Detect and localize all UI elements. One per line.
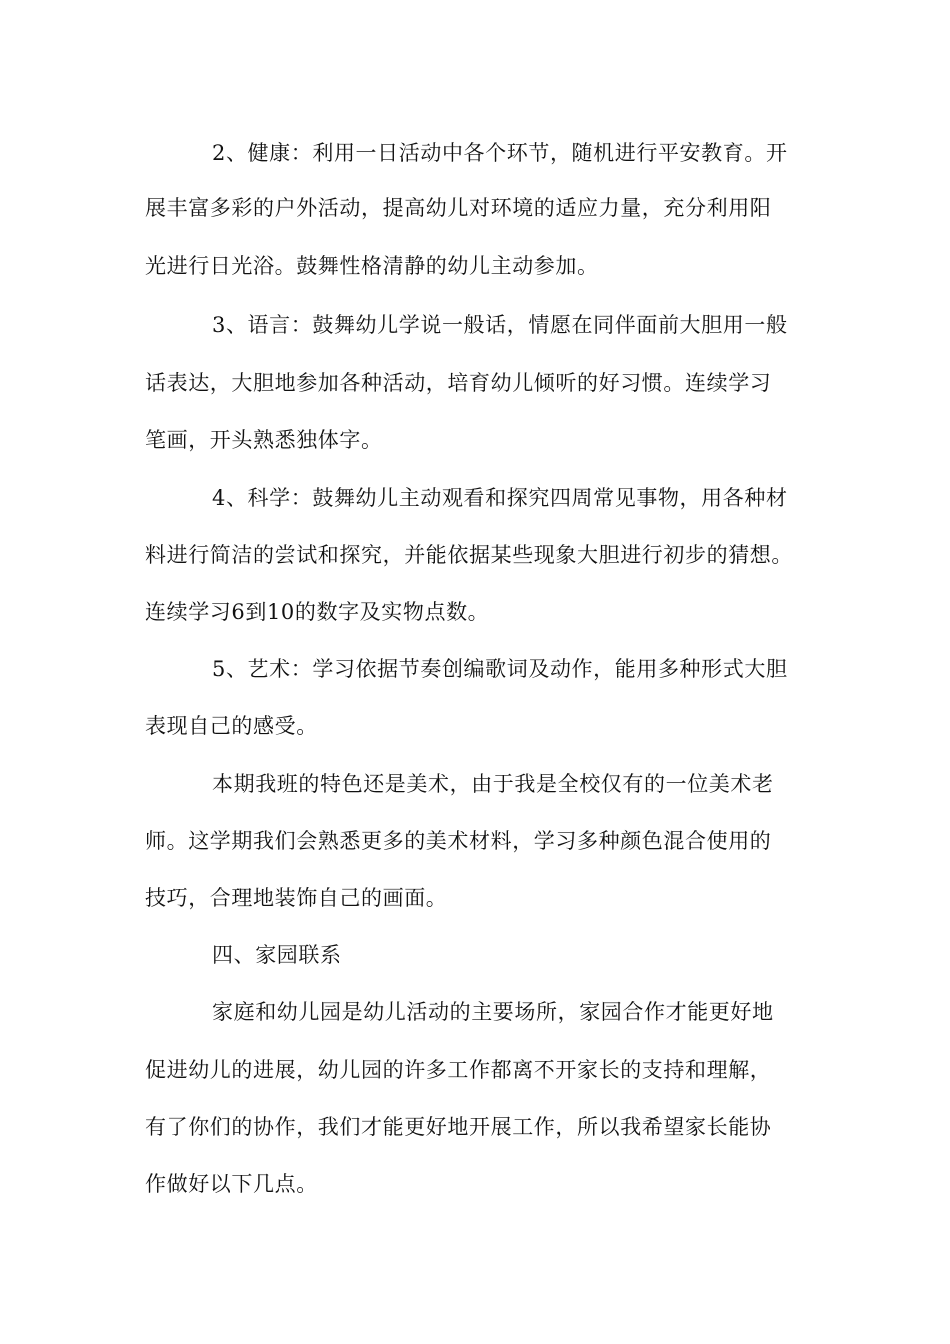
- paragraph-feature-line-3: 技巧，合理地装饰自己的画面。: [145, 886, 448, 910]
- paragraph-language-line-3: 笔画，开头熟悉独体字。: [145, 428, 383, 452]
- paragraph-science-line-2: 料进行简洁的尝试和探究，并能依据某些现象大胆进行初步的猜想。: [145, 543, 793, 567]
- paragraph-art-line-2: 表现自己的感受。: [145, 714, 318, 738]
- section-heading-home-school: 四、家园联系: [212, 943, 342, 967]
- paragraph-health-line-3: 光进行日光浴。鼓舞性格清静的幼儿主动参加。: [145, 254, 599, 278]
- paragraph-feature-line-2: 师。这学期我们会熟悉更多的美术材料，学习多种颜色混合使用的: [145, 829, 772, 853]
- paragraph-language-line-2: 话表达，大胆地参加各种活动，培育幼儿倾听的好习惯。连续学习: [145, 371, 772, 395]
- paragraph-cooperation-line-3: 有了你们的协作，我们才能更好地开展工作，所以我希望家长能协: [145, 1115, 772, 1139]
- paragraph-feature-line-1: 本期我班的特色还是美术，由于我是全校仅有的一位美术老: [212, 772, 774, 796]
- paragraph-cooperation-line-2: 促进幼儿的进展，幼儿园的许多工作都离不开家长的支持和理解，: [145, 1058, 772, 1082]
- paragraph-science-line-3: 连续学习6到10的数字及实物点数。: [145, 600, 490, 624]
- paragraph-art-line-1: 5、艺术：学习依据节奏创编歌词及动作，能用多种形式大胆: [212, 657, 788, 681]
- paragraph-health-line-2: 展丰富多彩的户外活动，提高幼儿对环境的适应力量，充分利用阳: [145, 196, 772, 220]
- paragraph-science-line-1: 4、科学：鼓舞幼儿主动观看和探究四周常见事物，用各种材: [212, 486, 788, 510]
- paragraph-language-line-1: 3、语言：鼓舞幼儿学说一般话，情愿在同伴面前大胆用一般: [212, 313, 788, 337]
- paragraph-health-line-1: 2、健康：利用一日活动中各个环节，随机进行平安教育。开: [212, 141, 788, 165]
- paragraph-cooperation-line-4: 作做好以下几点。: [145, 1172, 318, 1196]
- paragraph-cooperation-line-1: 家庭和幼儿园是幼儿活动的主要场所，家园合作才能更好地: [212, 1000, 774, 1024]
